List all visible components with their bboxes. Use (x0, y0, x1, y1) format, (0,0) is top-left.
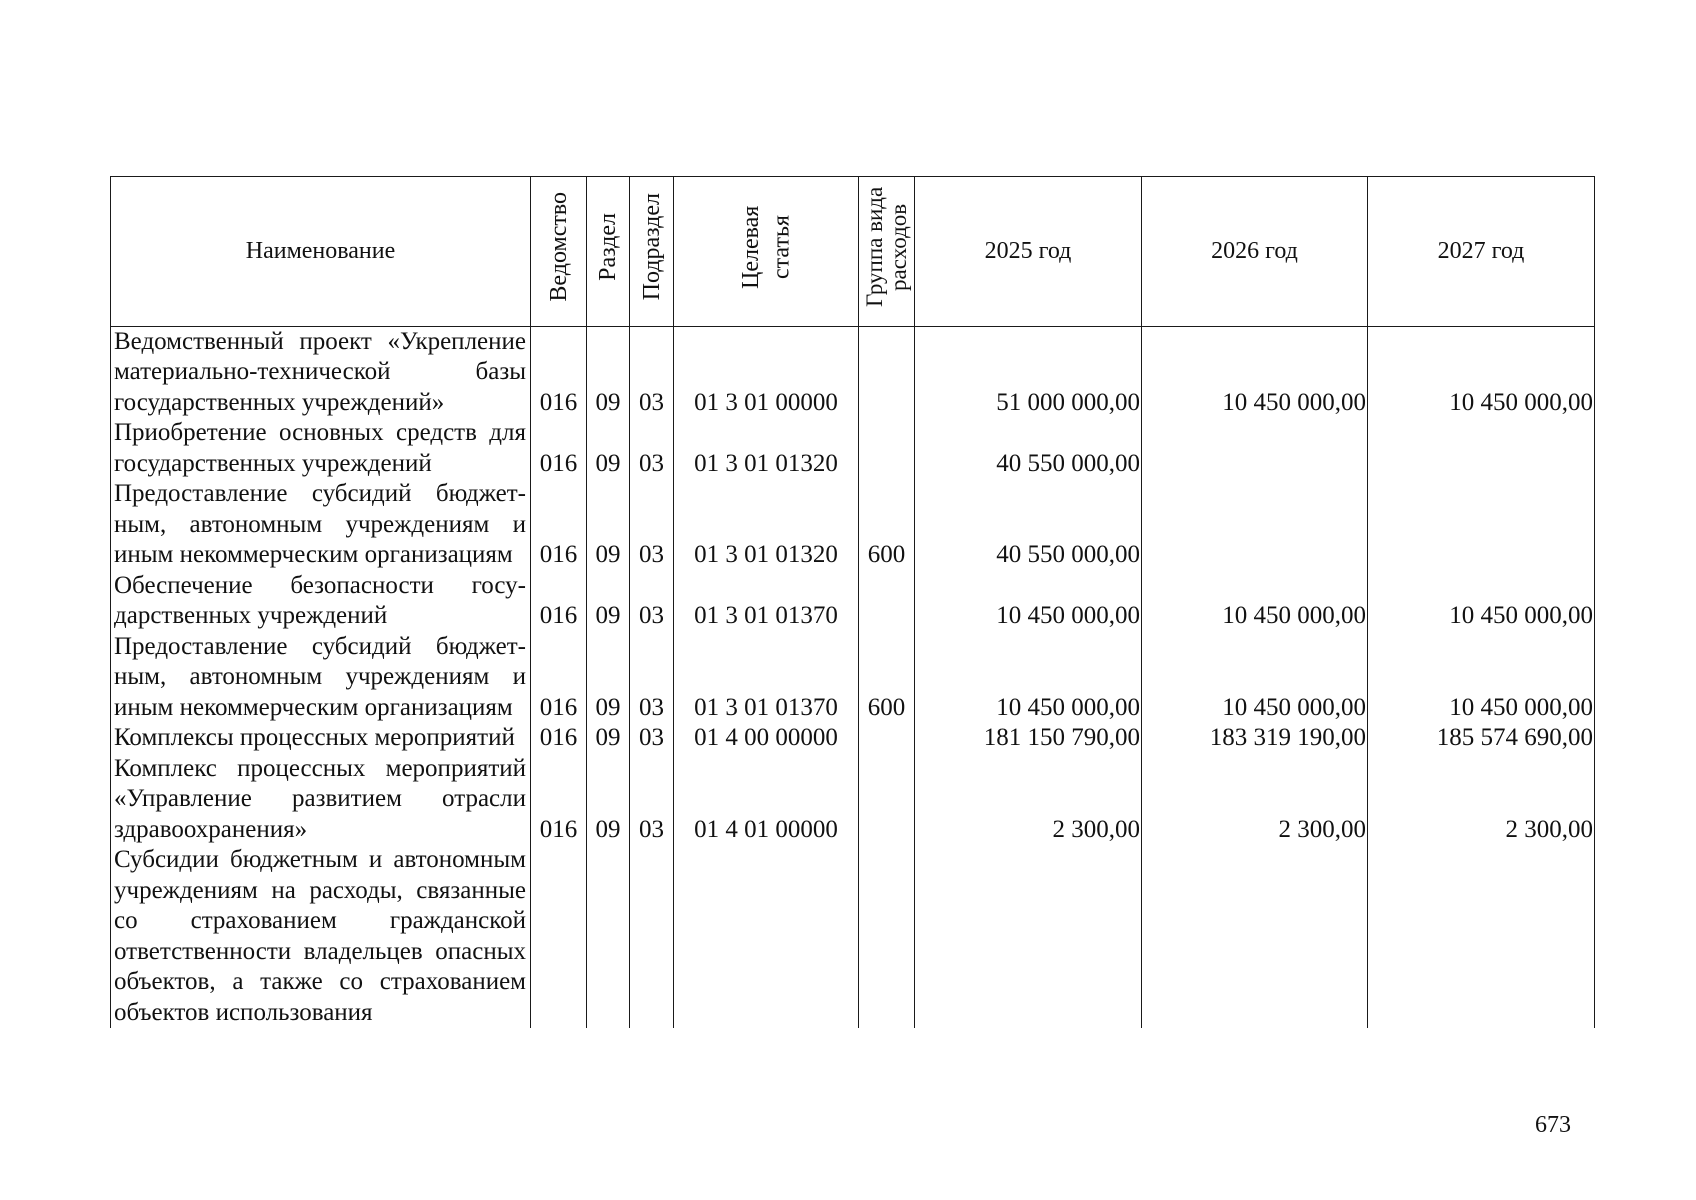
row-subsection: 03 (630, 723, 674, 754)
row-name: Комплекс процессных мероприятий «Управление развитием отрасли здравоохранения» (111, 754, 531, 846)
row-section: 09 (587, 326, 630, 418)
row-group: 600 (859, 632, 915, 724)
row-2027: 10 450 000,00 (1368, 632, 1595, 724)
row-name: Субсидии бюджетным и автономным учреждениям на расходы, связанные со страхованием гражданской ответственности владельцев опасных объектов, а также со страхованием объектов использования (111, 845, 531, 1028)
row-dept: 016 (531, 418, 587, 479)
row-group (859, 845, 915, 1028)
row-section: 09 (587, 723, 630, 754)
row-subsection (630, 845, 674, 1028)
row-target (674, 845, 859, 1028)
row-2027 (1368, 479, 1595, 571)
header-group: Группа видарасходов (859, 177, 915, 327)
header-2027: 2027 год (1368, 177, 1595, 327)
row-target: 01 3 01 00000 (674, 326, 859, 418)
row-subsection: 03 (630, 418, 674, 479)
row-group (859, 571, 915, 632)
header-name: Наименование (111, 177, 531, 327)
row-subsection: 03 (630, 571, 674, 632)
row-dept: 016 (531, 723, 587, 754)
row-name: Приобретение основных средств для государственных учреждений (111, 418, 531, 479)
table-row (111, 723, 1595, 754)
row-subsection: 03 (630, 479, 674, 571)
row-target: 01 3 01 01370 (674, 571, 859, 632)
row-2026: 10 450 000,00 (1142, 571, 1368, 632)
row-name: Предоставление субсидий бюджетным, автономным учреждениям и иным некоммерческим организациям (111, 632, 531, 724)
row-target: 01 3 01 01320 (674, 479, 859, 571)
header-subsection: Подраздел (630, 177, 674, 327)
table-row (111, 418, 1595, 479)
row-target: 01 3 01 01370 (674, 632, 859, 724)
row-2027: 185 574 690,00 (1368, 723, 1595, 754)
row-section: 09 (587, 479, 630, 571)
row-2026 (1142, 479, 1368, 571)
row-2025 (915, 845, 1142, 1028)
row-2026 (1142, 418, 1368, 479)
table-row (111, 632, 1595, 724)
row-2025: 2 300,00 (915, 754, 1142, 846)
page-number: 673 (1535, 1112, 1571, 1138)
row-2026 (1142, 845, 1368, 1028)
budget-table (110, 176, 1595, 1028)
row-2026: 10 450 000,00 (1142, 632, 1368, 724)
row-2027 (1368, 845, 1595, 1028)
table-row (111, 326, 1595, 418)
row-dept: 016 (531, 632, 587, 724)
row-section: 09 (587, 418, 630, 479)
row-section: 09 (587, 754, 630, 846)
table-row (111, 479, 1595, 571)
row-2027 (1368, 418, 1595, 479)
header-row (111, 177, 1595, 327)
row-group (859, 326, 915, 418)
header-section: Раздел (587, 177, 630, 327)
table-row (111, 754, 1595, 846)
row-2025: 40 550 000,00 (915, 418, 1142, 479)
header-2026: 2026 год (1142, 177, 1368, 327)
row-dept: 016 (531, 326, 587, 418)
row-name: Комплексы процессных мероприятий (111, 723, 531, 754)
row-group (859, 418, 915, 479)
row-dept: 016 (531, 479, 587, 571)
row-2027: 2 300,00 (1368, 754, 1595, 846)
row-2026: 2 300,00 (1142, 754, 1368, 846)
table-row (111, 571, 1595, 632)
row-2025: 10 450 000,00 (915, 571, 1142, 632)
header-2025: 2025 год (915, 177, 1142, 327)
row-name: Ведомственный проект «Укрепление материально-технической базы государственных учреждений» (111, 326, 531, 418)
header-dept: Ведомство (531, 177, 587, 327)
row-dept (531, 845, 587, 1028)
row-target: 01 4 00 00000 (674, 723, 859, 754)
row-2026: 183 319 190,00 (1142, 723, 1368, 754)
row-subsection: 03 (630, 326, 674, 418)
row-target: 01 4 01 00000 (674, 754, 859, 846)
row-name: Обеспечение безопасности государственных учреждений (111, 571, 531, 632)
row-2025: 51 000 000,00 (915, 326, 1142, 418)
row-target: 01 3 01 01320 (674, 418, 859, 479)
row-section (587, 845, 630, 1028)
header-target: Целевая статья (674, 177, 859, 327)
row-section: 09 (587, 632, 630, 724)
row-subsection: 03 (630, 632, 674, 724)
row-section: 09 (587, 571, 630, 632)
row-2025: 40 550 000,00 (915, 479, 1142, 571)
row-2025: 181 150 790,00 (915, 723, 1142, 754)
row-group (859, 754, 915, 846)
row-subsection: 03 (630, 754, 674, 846)
row-2027: 10 450 000,00 (1368, 571, 1595, 632)
row-2027: 10 450 000,00 (1368, 326, 1595, 418)
row-group: 600 (859, 479, 915, 571)
row-name: Предоставление субсидий бюджетным, автономным учреждениям и иным некоммерческим организациям (111, 479, 531, 571)
row-2026: 10 450 000,00 (1142, 326, 1368, 418)
row-dept: 016 (531, 571, 587, 632)
table-row (111, 845, 1595, 1028)
row-group (859, 723, 915, 754)
row-2025: 10 450 000,00 (915, 632, 1142, 724)
row-dept: 016 (531, 754, 587, 846)
